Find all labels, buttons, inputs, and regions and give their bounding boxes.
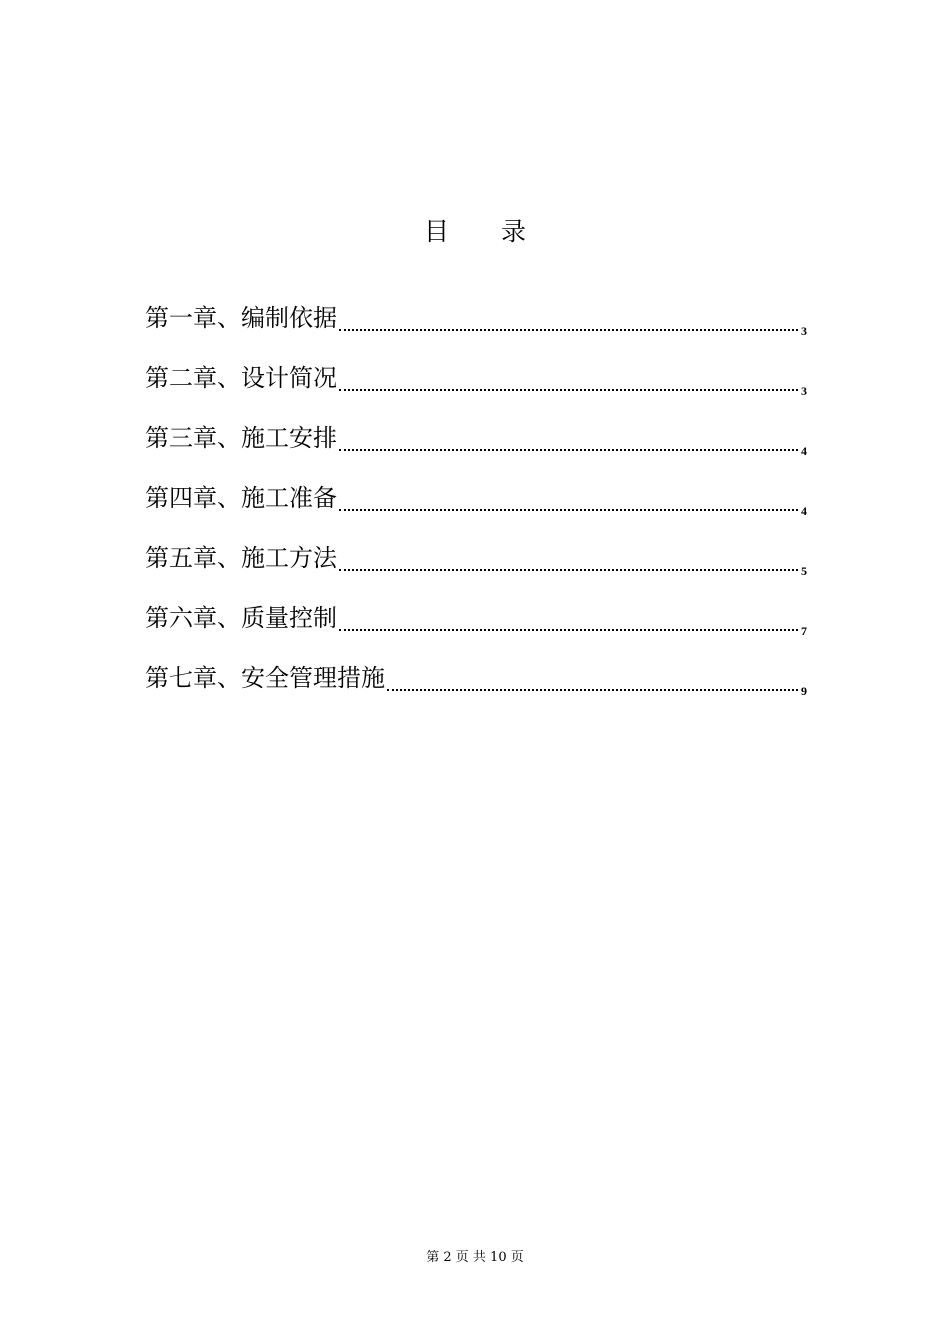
toc-entry-1[interactable] — [145, 276, 807, 336]
toc-entry-7[interactable] — [145, 636, 807, 696]
toc-entry-3[interactable] — [145, 396, 807, 456]
toc-entry-page: 3 — [801, 324, 807, 338]
toc-list — [145, 276, 807, 696]
toc-title-part2: 录 — [501, 217, 527, 246]
dot-leader — [339, 449, 798, 451]
toc-entry-2[interactable] — [145, 336, 807, 396]
dot-leader — [387, 689, 798, 691]
toc-entry-label: 第三章、施工安排 — [145, 424, 337, 452]
dot-leader — [339, 629, 798, 631]
toc-entry-label: 第四章、施工准备 — [145, 484, 337, 512]
page-footer: 第 2 页 共 10 页 — [426, 1250, 524, 1265]
toc-entry-4[interactable] — [145, 456, 807, 516]
dot-leader — [339, 329, 798, 331]
toc-entry-label: 第一章、编制依据 — [145, 304, 337, 332]
toc-entry-page: 4 — [801, 444, 807, 458]
toc-title-part1: 目 — [423, 217, 449, 246]
toc-title — [0, 214, 950, 250]
toc-entry-page: 9 — [801, 684, 807, 698]
toc-entry-label: 第二章、设计简况 — [145, 364, 337, 392]
toc-entry-page: 4 — [801, 504, 807, 518]
toc-entry-page: 7 — [801, 624, 807, 638]
toc-entry-6[interactable] — [145, 576, 807, 636]
dot-leader — [339, 569, 798, 571]
dot-leader — [339, 509, 798, 511]
toc-entry-page: 5 — [801, 564, 807, 578]
toc-entry-page: 3 — [801, 384, 807, 398]
toc-entry-label: 第六章、质量控制 — [145, 604, 337, 632]
dot-leader — [339, 389, 798, 391]
toc-entry-label: 第七章、安全管理措施 — [145, 664, 385, 692]
toc-entry-5[interactable] — [145, 516, 807, 576]
toc-entry-label: 第五章、施工方法 — [145, 544, 337, 572]
